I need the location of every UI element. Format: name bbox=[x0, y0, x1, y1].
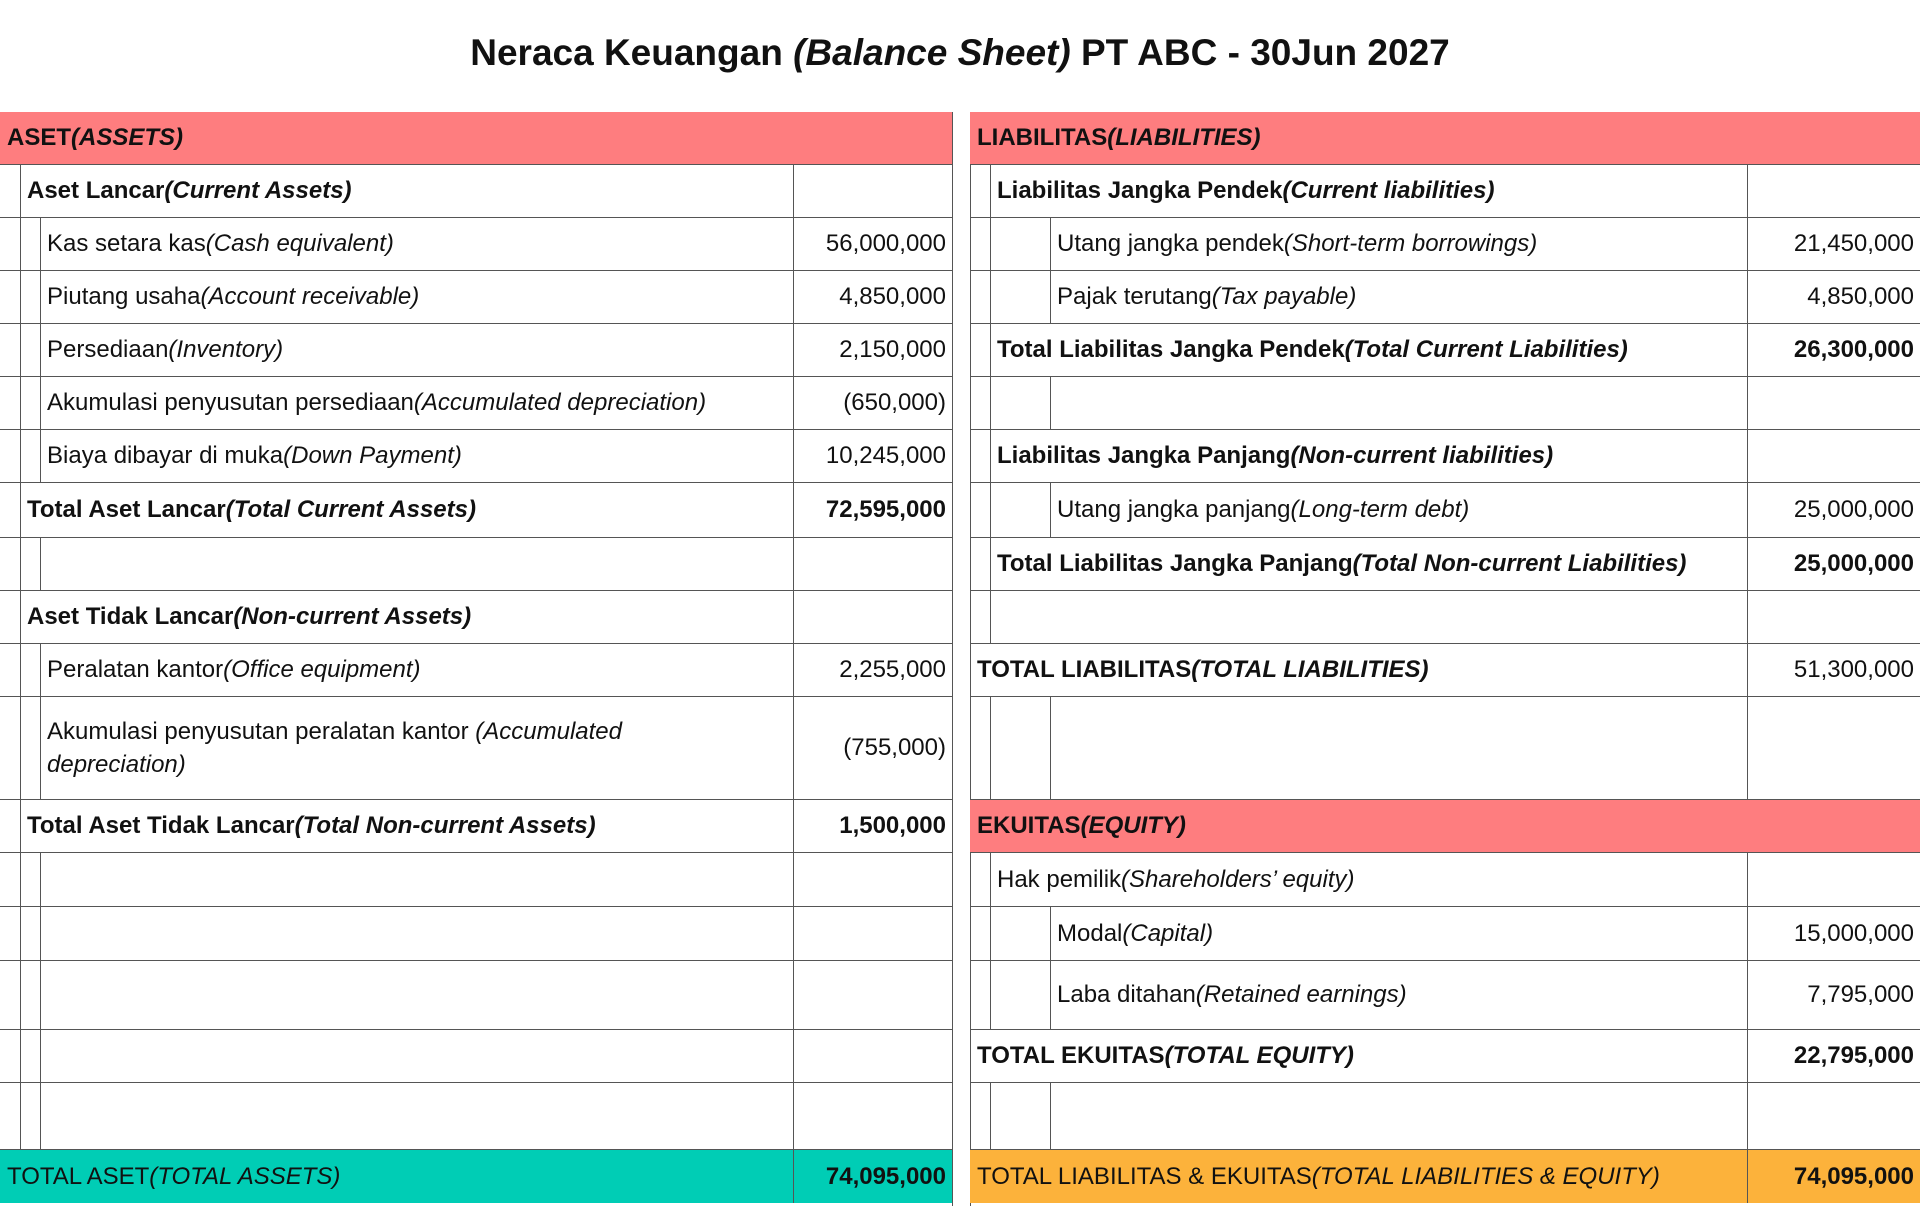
total-assets-value: 74,095,000 bbox=[825, 1162, 946, 1190]
empty-row bbox=[970, 377, 1920, 430]
noncurrent-assets-header: Aset Tidak Lancar (Non-current Assets) bbox=[27, 603, 472, 630]
assets-header: ASET (ASSETS) bbox=[7, 124, 184, 151]
empty-row bbox=[0, 1083, 952, 1150]
empty-row bbox=[970, 697, 1920, 800]
empty-row bbox=[0, 538, 952, 591]
line-item-label: Persediaan (Inventory) bbox=[47, 336, 284, 363]
noncurrent-liabilities-header: Liabilitas Jangka Panjang (Non-current liabilities) bbox=[997, 442, 1554, 469]
table-row bbox=[0, 377, 952, 430]
total-value: 1,500,000 bbox=[839, 812, 946, 839]
line-item-label: Utang jangka panjang (Long-term debt) bbox=[1057, 496, 1470, 523]
column-divider-left bbox=[952, 112, 953, 1206]
line-item-label: Utang jangka pendek (Short-term borrowings) bbox=[1057, 230, 1538, 257]
total-liabilities-equity-label: TOTAL LIABILITAS & EKUITAS (TOTAL LIABILITIES & EQUITY) bbox=[977, 1162, 1660, 1190]
total-liabilities-equity-row bbox=[970, 1150, 1920, 1203]
line-item-label: Peralatan kantor (Office equipment) bbox=[47, 656, 421, 683]
liabilities-equity-column bbox=[970, 112, 1920, 1203]
current-assets-header: Aset Lancar (Current Assets) bbox=[27, 177, 352, 204]
total-label: Total Liabilitas Jangka Pendek (Total Current Liabilities) bbox=[997, 336, 1628, 363]
table-row bbox=[970, 483, 1920, 538]
liabilities-header-row bbox=[970, 112, 1920, 165]
current-assets-total-row bbox=[0, 483, 952, 538]
current-liabilities-total-row bbox=[970, 324, 1920, 377]
empty-row bbox=[970, 591, 1920, 644]
current-liabilities-header-row bbox=[970, 165, 1920, 218]
noncurrent-assets-header-row bbox=[0, 591, 952, 644]
shareholders-equity-row bbox=[970, 853, 1920, 907]
assets-header-row bbox=[0, 112, 952, 165]
noncurrent-assets-total-row bbox=[0, 800, 952, 853]
line-item-value: 10,245,000 bbox=[825, 442, 946, 469]
line-item-value: (650,000) bbox=[843, 389, 946, 416]
line-item-value: 4,850,000 bbox=[1807, 283, 1914, 310]
table-row bbox=[970, 961, 1920, 1030]
line-item-label: Modal (Capital) bbox=[1057, 919, 1214, 947]
line-item-value: (755,000) bbox=[843, 734, 946, 761]
empty-row bbox=[0, 1030, 952, 1083]
page-title: Neraca Keuangan (Balance Sheet) PT ABC - 30Jun 2027 bbox=[470, 32, 1450, 73]
line-item-value: 25,000,000 bbox=[1793, 496, 1914, 523]
table-row bbox=[0, 324, 952, 377]
table-row bbox=[970, 271, 1920, 324]
line-item-label: Biaya dibayar di muka (Down Payment) bbox=[47, 442, 462, 469]
line-item-label: Laba ditahan (Retained earnings) bbox=[1057, 981, 1407, 1008]
line-item-value: 7,795,000 bbox=[1807, 981, 1914, 1008]
line-item-label: Piutang usaha (Account receivable) bbox=[47, 283, 420, 310]
empty-row bbox=[0, 961, 952, 1030]
total-value: 26,300,000 bbox=[1793, 336, 1914, 363]
line-item-value: 21,450,000 bbox=[1793, 230, 1914, 257]
total-label: Total Aset Tidak Lancar (Total Non-current Assets) bbox=[27, 812, 596, 839]
shareholders-equity-label: Hak pemilik (Shareholders’ equity) bbox=[997, 865, 1355, 893]
table-row bbox=[0, 430, 952, 483]
line-item-label: Pajak terutang (Tax payable) bbox=[1057, 283, 1357, 310]
total-value: 25,000,000 bbox=[1793, 550, 1914, 577]
line-item-value: 4,850,000 bbox=[839, 283, 946, 310]
equity-header: EKUITAS (EQUITY) bbox=[977, 812, 1186, 839]
total-label: Total Aset Lancar (Total Current Assets) bbox=[27, 496, 476, 523]
line-item-label: Akumulasi penyusutan peralatan kantor (Accumulated depreciation) bbox=[47, 718, 622, 778]
line-item-label: Akumulasi penyusutan persediaan (Accumulated depreciation) bbox=[47, 389, 707, 416]
line-item-value: 2,150,000 bbox=[839, 336, 946, 363]
table-row bbox=[970, 218, 1920, 271]
table-row bbox=[0, 218, 952, 271]
total-liabilities-value: 51,300,000 bbox=[1793, 656, 1914, 683]
table-row bbox=[0, 697, 952, 800]
table-row bbox=[0, 271, 952, 324]
equity-header-row bbox=[970, 800, 1920, 853]
line-item-label: Kas setara kas (Cash equivalent) bbox=[47, 230, 394, 257]
current-assets-header-row bbox=[0, 165, 952, 218]
current-liabilities-header: Liabilitas Jangka Pendek (Current liabilities) bbox=[997, 177, 1495, 204]
total-value: 72,595,000 bbox=[825, 496, 946, 523]
total-liabilities-equity-value: 74,095,000 bbox=[1793, 1162, 1914, 1190]
empty-row bbox=[0, 853, 952, 907]
noncurrent-liabilities-total-row bbox=[970, 538, 1920, 591]
table-row bbox=[0, 644, 952, 697]
assets-column bbox=[0, 112, 952, 1203]
total-assets-row bbox=[0, 1150, 952, 1203]
line-item-value: 56,000,000 bbox=[825, 230, 946, 257]
total-equity-row bbox=[970, 1030, 1920, 1083]
total-assets-label: TOTAL ASET (TOTAL ASSETS) bbox=[7, 1162, 341, 1190]
table-row bbox=[970, 907, 1920, 961]
line-item-value: 15,000,000 bbox=[1793, 919, 1914, 947]
empty-row bbox=[970, 1083, 1920, 1150]
line-item-value: 2,255,000 bbox=[839, 656, 946, 683]
empty-row bbox=[0, 907, 952, 961]
total-label: Total Liabilitas Jangka Panjang (Total Non-current Liabilities) bbox=[997, 550, 1687, 577]
noncurrent-liabilities-header-row bbox=[970, 430, 1920, 483]
total-liabilities-label: TOTAL LIABILITAS (TOTAL LIABILITIES) bbox=[977, 656, 1429, 683]
liabilities-header: LIABILITAS (LIABILITIES) bbox=[977, 124, 1261, 151]
total-liabilities-row bbox=[970, 644, 1920, 697]
total-equity-value: 22,795,000 bbox=[1793, 1042, 1914, 1069]
total-equity-label: TOTAL EKUITAS (TOTAL EQUITY) bbox=[977, 1042, 1354, 1069]
